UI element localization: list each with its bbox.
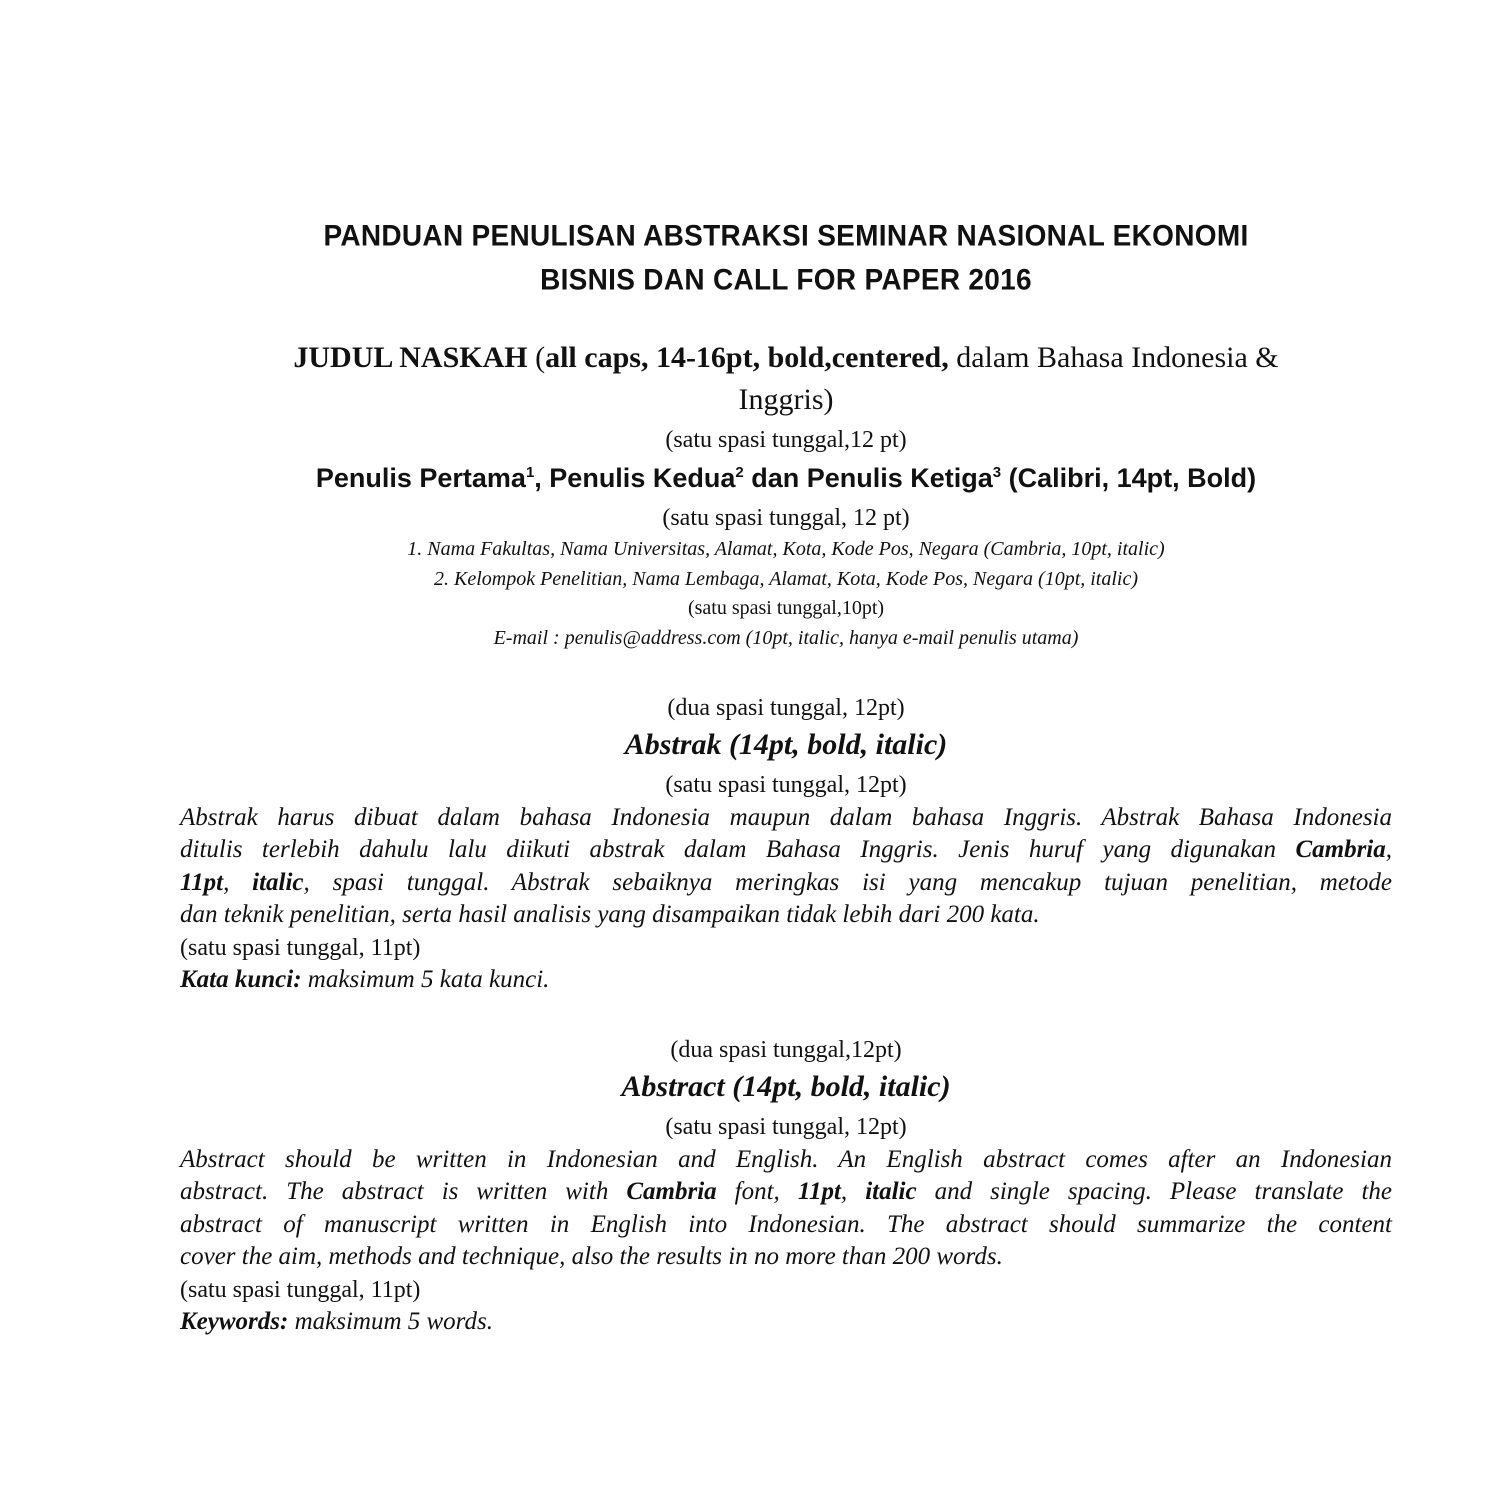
emphasized-text: Cambria bbox=[626, 1178, 717, 1205]
spacing-note: (satu spasi tunggal,12 pt) bbox=[665, 427, 907, 453]
abstract-heading: Abstract (14pt, bold, italic) bbox=[621, 1070, 951, 1103]
text-segment: and single spacing. Please translate the bbox=[916, 1178, 1393, 1205]
paragraph-line bbox=[180, 1147, 1392, 1172]
paragraph-line bbox=[180, 1244, 1392, 1269]
text-segment: abstract of manuscript written in English into Indonesian. The abstract should summarize the content bbox=[180, 1211, 1392, 1238]
paragraph-line bbox=[180, 1212, 1392, 1237]
affiliation-2: 2. Kelompok Penelitian, Nama Lembaga, Alamat, Kota, Kode Pos, Negara (10pt, italic) bbox=[433, 568, 1139, 590]
text-segment: abstract. The abstract is written with bbox=[180, 1178, 627, 1205]
judul-label: JUDUL NASKAH bbox=[293, 341, 528, 374]
abstrak-heading: Abstrak (14pt, bold, italic) bbox=[624, 728, 948, 761]
email-line: E-mail : penulis@address.com (10pt, italic, hanya e-mail penulis utama) bbox=[493, 627, 1079, 649]
paragraph-line bbox=[180, 902, 1392, 927]
author-3: dan Penulis Ketiga bbox=[743, 463, 993, 493]
spacing-note: (satu spasi tunggal, 12pt) bbox=[665, 772, 907, 798]
author-1: Penulis Pertama bbox=[315, 463, 526, 493]
emphasized-text: Cambria bbox=[1295, 836, 1386, 863]
paragraph-line bbox=[180, 1179, 1392, 1204]
manuscript-title-instruction-line-2: Inggris) bbox=[738, 383, 834, 416]
kata-kunci-text: maksimum 5 kata kunci. bbox=[301, 966, 550, 993]
spacing-note: (satu spasi tunggal,10pt) bbox=[687, 597, 885, 619]
keywords-text: maksimum 5 words. bbox=[288, 1308, 493, 1335]
kata-kunci-label: Kata kunci: bbox=[180, 966, 302, 993]
text-segment: , bbox=[840, 1178, 866, 1205]
emphasized-text: 11pt bbox=[797, 1178, 841, 1205]
text-segment: Abstract should be written in Indonesian and English. An English abstract comes after an Indonesian bbox=[180, 1146, 1392, 1173]
emphasized-text: 11pt bbox=[180, 869, 224, 896]
text-segment: , bbox=[223, 869, 253, 896]
authors-line bbox=[180, 465, 1392, 492]
document-title-line-1: PANDUAN PENULISAN ABSTRAKSI SEMINAR NASIONAL EKONOMI bbox=[323, 219, 1249, 252]
emphasized-text: italic bbox=[865, 1178, 917, 1205]
spacing-note: (satu spasi tunggal, 11pt) bbox=[180, 935, 421, 961]
author-2-mark: 2 bbox=[735, 464, 744, 481]
judul-language: dalam Bahasa Indonesia & bbox=[948, 341, 1279, 374]
author-3-mark: 3 bbox=[992, 464, 1002, 481]
spacing-note: (dua spasi tunggal, 12pt) bbox=[667, 695, 905, 721]
text-segment: dan teknik penelitian, serta hasil analisis yang disampaikan tidak lebih dari 200 kata. bbox=[180, 901, 1040, 928]
text-segment: ditulis terlebih dahulu lalu diikuti abstrak dalam Bahasa Inggris. Jenis huruf yang digunakan bbox=[180, 836, 1296, 863]
text-segment: Abstrak harus dibuat dalam bahasa Indonesia maupun dalam bahasa Inggris. Abstrak Bahasa Indonesia bbox=[180, 804, 1392, 831]
judul-open: ( bbox=[527, 341, 546, 374]
paragraph-line bbox=[180, 805, 1392, 830]
manuscript-title-instruction bbox=[180, 343, 1392, 373]
document-title-line-2: BISNIS DAN CALL FOR PAPER 2016 bbox=[540, 263, 1032, 296]
emphasized-text: italic bbox=[252, 869, 304, 896]
text-segment: , bbox=[1385, 836, 1392, 863]
spacing-note: (satu spasi tunggal, 12pt) bbox=[665, 1114, 907, 1140]
paragraph-line bbox=[180, 870, 1392, 895]
authors-format-note: (Calibri, 14pt, Bold) bbox=[1001, 463, 1257, 493]
spacing-note: (satu spasi tunggal, 12 pt) bbox=[662, 505, 910, 531]
spacing-note: (satu spasi tunggal, 11pt) bbox=[180, 1277, 421, 1303]
keywords-line bbox=[180, 1309, 1392, 1334]
kata-kunci-line bbox=[180, 967, 1392, 992]
author-1-mark: 1 bbox=[525, 464, 535, 481]
keywords-label: Keywords: bbox=[180, 1308, 289, 1335]
text-segment: , spasi tunggal. Abstrak sebaiknya meringkas isi yang mencakup tujuan penelitian, metode bbox=[303, 869, 1392, 896]
text-segment: font, bbox=[716, 1178, 798, 1205]
affiliation-1: 1. Nama Fakultas, Nama Universitas, Alamat, Kota, Kode Pos, Negara (Cambria, 10pt, italic) bbox=[407, 538, 1165, 560]
judul-format: all caps, 14-16pt, bold,centered, bbox=[545, 341, 949, 374]
author-2: , Penulis Kedua bbox=[534, 463, 736, 493]
spacing-note: (dua spasi tunggal,12pt) bbox=[670, 1037, 902, 1063]
text-segment: cover the aim, methods and technique, also the results in no more than 200 words. bbox=[180, 1243, 1003, 1270]
paragraph-line bbox=[180, 837, 1392, 862]
